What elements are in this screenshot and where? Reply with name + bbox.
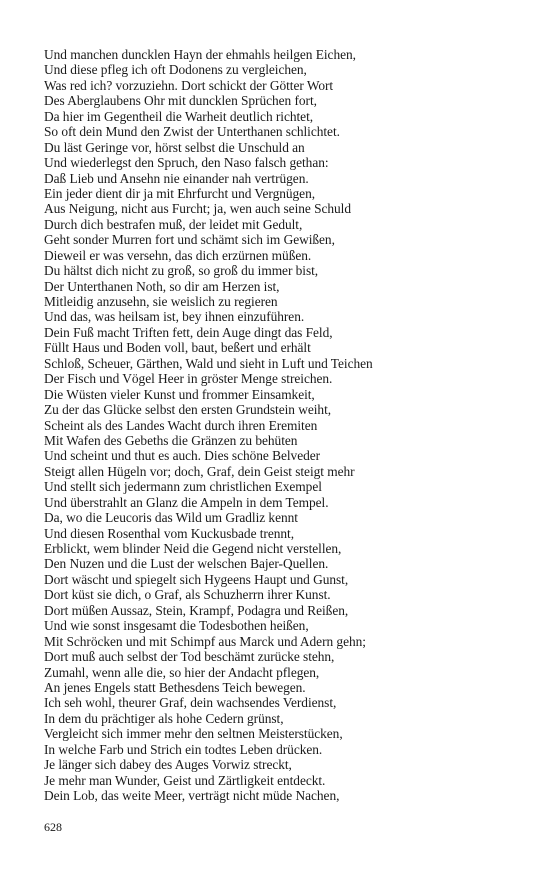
poem-text-block <box>44 47 514 803</box>
poem-line: In welche Farb und Strich ein todtes Leben drücken. <box>44 741 323 757</box>
poem-line: Erblickt, wem blinder Neid die Gegend nicht verstellen, <box>44 541 342 556</box>
poem-line: Dort küst sie dich, o Graf, als Schuzherrn ihrer Kunst. <box>44 587 331 603</box>
poem-line: Und das, was heilsam ist, bey ihnen einzuführen. <box>44 309 305 325</box>
poem-line: Und stellt sich jedermann zum christlichen Exempel <box>44 479 322 495</box>
poem-line: Dort muß auch selbst der Tod beschämt zurücke stehn, <box>44 649 335 665</box>
poem-line: Und diese pfleg ich oft Dodonens zu vergleichen, <box>44 62 307 78</box>
poem-line: Der Fisch und Vögel Heer in gröster Menge streichen. <box>44 371 333 387</box>
poem-line: Mit Wafen des Gebeths die Gränzen zu behüten <box>44 432 298 448</box>
poem-line: Was red ich? vorzuziehn. Dort schickt der Götter Wort <box>44 77 334 93</box>
poem-line: Schloß, Scheuer, Gärthen, Wald und sieht in Luft und Teichen <box>44 355 373 371</box>
poem-line: Je länger sich dabey des Auges Vorwiz streckt, <box>44 757 292 773</box>
poem-line: Daß Lieb und Ansehn nie einander nah vertrügen. <box>44 170 309 186</box>
poem-line: Mitleidig anzusehn, sie weislich zu regieren <box>44 294 278 309</box>
poem-line: Ich seh wohl, theurer Graf, dein wachsendes Verdienst, <box>44 695 337 711</box>
poem-line: Dein Fuß macht Triften fett, dein Auge dingt das Feld, <box>44 324 333 340</box>
poem-line: Da, wo die Leucoris das Wild um Gradliz kennt <box>44 510 298 526</box>
poem-line: Die Wüsten vieler Kunst und frommer Einsamkeit, <box>44 386 315 402</box>
poem-line: Da hier im Gegentheil die Warheit deutlich richtet, <box>44 108 314 124</box>
poem-line: Und scheint und thut es auch. Dies schöne Belveder <box>44 448 321 464</box>
poem-line: In dem du prächtiger als hohe Cedern grünst, <box>44 710 284 726</box>
poem-line: Und diesen Rosenthal vom Kuckusbade trennt, <box>44 525 294 541</box>
poem-line: Den Nuzen und die Lust der welschen Bajer-Quellen. <box>44 556 329 572</box>
poem-line: Du hältst dich nicht zu groß, so groß du immer bist, <box>44 263 319 279</box>
poem-line: Du läst Geringe vor, hörst selbst die Unschuld an <box>44 139 305 155</box>
poem-line: Dein Lob, das weite Meer, verträgt nicht müde Nachen, <box>44 788 340 803</box>
poem-line: Des Aberglaubens Ohr mit duncklen Sprüchen fort, <box>44 93 317 109</box>
poem-line: Füllt Haus und Boden voll, baut, beßert und erhält <box>44 340 311 356</box>
poem-line: Und wiederlegst den Spruch, den Naso falsch gethan: <box>44 155 329 171</box>
poem-line: An jenes Engels statt Bethesdens Teich bewegen. <box>44 679 306 695</box>
poem-line: Zu der das Glücke selbst den ersten Grundstein weiht, <box>44 402 332 418</box>
poem-line: Je mehr man Wunder, Geist und Zärtligkeit entdeckt. <box>44 772 326 788</box>
poem-line: Steigt allen Hügeln vor; doch, Graf, dein Geist steigt mehr <box>44 463 355 479</box>
poem-line: Und wie sonst insgesamt die Todesbothen heißen, <box>44 618 309 634</box>
poem-line: Der Unterthanen Noth, so dir am Herzen ist, <box>44 278 280 294</box>
poem-line: Und überstrahlt an Glanz die Ampeln in dem Tempel. <box>44 494 329 510</box>
poem-line: Geht sonder Murren fort und schämt sich im Gewißen, <box>44 232 335 248</box>
page-number: 628 <box>44 820 62 834</box>
poem-line: Dieweil er was versehn, das dich erzürnen müßen. <box>44 247 312 263</box>
poem-line: Ein jeder dient dir ja mit Ehrfurcht und Vergnügen, <box>44 185 316 201</box>
poem-line: Dort wäscht und spiegelt sich Hygeens Haupt und Gunst, <box>44 571 349 587</box>
poem-line: So oft dein Mund den Zwist der Unterthanen schlichtet. <box>44 124 340 140</box>
poem-line: Und manchen duncklen Hayn der ehmahls heilgen Eichen, <box>44 47 356 62</box>
poem-line: Vergleicht sich immer mehr den seltnen Meisterstücken, <box>44 726 343 742</box>
poem-line: Mit Schröcken und mit Schimpf aus Marck und Adern gehn; <box>44 633 366 649</box>
poem-line: Aus Neigung, nicht aus Furcht; ja, wen auch seine Schuld <box>44 201 351 217</box>
poem-line: Durch dich bestrafen muß, der leidet mit Gedult, <box>44 216 303 232</box>
poem-line: Dort müßen Aussaz, Stein, Krampf, Podagra und Reißen, <box>44 602 349 618</box>
poem-line: Zumahl, wenn alle die, so hier der Andacht pflegen, <box>44 664 320 680</box>
poem-line: Scheint als des Landes Wacht durch ihren Eremiten <box>44 417 318 433</box>
